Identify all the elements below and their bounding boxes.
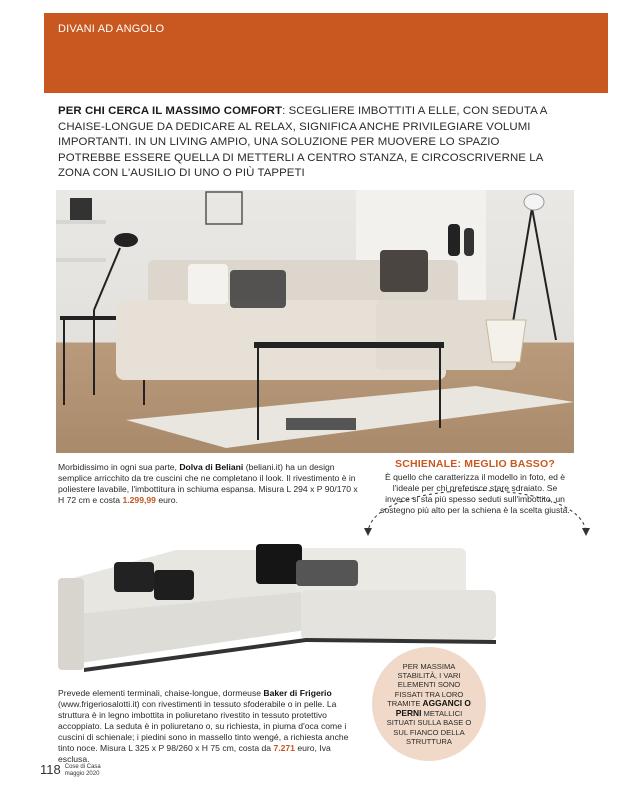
cushion: [154, 570, 194, 600]
intro-lead: PER CHI CERCA IL MASSIMO COMFORT: [58, 105, 283, 117]
sofa-chaise: [301, 590, 496, 640]
note-body: È quello che caratterizza il modello in foto, ed è l'ideale per chi preferisce stare sdraiato. Se invece si sta più spesso seduti sull'imbottito, un sostegno più alto per la schiena è la scelta giusta.: [380, 472, 570, 515]
table-books: [286, 418, 356, 430]
cushion: [188, 264, 228, 304]
caption-dolva-price: 1.299,99: [122, 495, 156, 505]
caption-dolva-body: (beliani.it) ha un design semplice arricchito da tre cuscini che ne completano il look. Il rivestimento è in poliestere lavabile, l'imbottitura in schiuma espansa. Misura L 294 x P 90/170 x H 72 cm e costa: [58, 462, 358, 505]
badge-pre: PER MASSIMA STABILITÀ, I VARI ELEMENTI SONO FISSATI TRA LORO TRAMITE: [387, 661, 464, 709]
header-bar: [44, 13, 608, 93]
lamp-arm: [94, 248, 120, 310]
basket: [486, 320, 526, 362]
caption-dolva-pre: Morbidissimo in ogni sua parte,: [58, 462, 180, 472]
cushion: [256, 544, 302, 584]
cushion: [114, 562, 154, 592]
section-title: DIVANI AD ANGOLO: [58, 23, 165, 35]
cushion: [230, 270, 286, 308]
caption-baker-name: Baker di Frigerio: [263, 688, 332, 698]
rug: [126, 386, 574, 448]
sofa-arm: [58, 578, 84, 670]
photo-dolva-sofa: [56, 190, 574, 453]
magazine-info: [65, 764, 101, 777]
vase: [448, 224, 460, 256]
arrow-head-left: [364, 528, 372, 536]
tripod-leg: [532, 208, 556, 340]
shelf: [56, 220, 106, 224]
intro-text: [58, 104, 558, 182]
caption-baker-tail: euro, Iva esclusa.: [58, 743, 331, 764]
magazine-issue: maggio 2020: [64, 770, 100, 777]
photo-dolva-illustration: [56, 190, 574, 453]
badge-highlight: AGGANCI O PERNI: [395, 698, 471, 718]
info-badge: [372, 647, 486, 761]
caption-dolva-tail: euro.: [155, 495, 178, 505]
intro-body: : SCEGLIERE IMBOTTITI A ELLE, CON SEDUTA A CHAISE-LONGUE DA DEDICARE AL RELAX, SIGNIFICA ANCHE PRIVILEGIARE VOLUMI IMPORTANTI. IN UN LIVING AMPIO, UNA SOLUZIONE PER MUOVERE LO SPAZIO POTREBBE ESSERE QUELLA DI METTERLI A CENTRO STANZA, E CIRCOSCRIVERNE LA ZONA CON L'AUSILIO DI UNO O PIÙ TAPPETI: [58, 105, 547, 180]
wall-frame: [206, 192, 242, 224]
picture-frame: [70, 198, 92, 220]
vase: [464, 228, 474, 256]
shelf: [56, 258, 106, 262]
arrow-head-right: [582, 528, 590, 536]
cushion: [296, 560, 358, 586]
badge-post: METALLICI SITUATI SULLA BASE O SUL FIANCO DELLA STRUTTURA: [386, 708, 472, 746]
caption-dolva: [58, 462, 363, 506]
magazine-name: Cose di Casa: [64, 764, 101, 770]
caption-dolva-name: Dolva di Beliani: [179, 462, 244, 472]
lamp-head: [114, 233, 138, 247]
note-box: [380, 458, 570, 516]
note-title: SCHIENALE: MEGLIO BASSO?: [395, 458, 555, 470]
caption-baker: [58, 688, 363, 765]
cushion: [380, 250, 428, 292]
page-footer: [40, 762, 101, 777]
badge-text: [383, 662, 475, 747]
caption-baker-body: (www.frigeriosalotti.it) con rivestimenti in tessuto sfoderabile o in pelle. La struttura è in legno imbottita in poliuretano rivestito in tessuto protettivo accoppiato. La seduta è in poliuretano o, su richiesta, in piuma d'oca come i cuscini di schienale; i piedini sono in massello tinto wengé, a richiesta anche tinto noce. Misura L 325 x P 98/260 x H 75 cm, costa da: [58, 699, 349, 753]
caption-baker-price: 7.271: [273, 743, 295, 753]
coffee-table-top: [254, 342, 444, 348]
page-number: 118: [40, 762, 61, 777]
caption-baker-pre: Prevede elementi terminali, chaise-longue, dormeuse: [58, 688, 264, 698]
tripod-lamp-head: [524, 194, 544, 210]
